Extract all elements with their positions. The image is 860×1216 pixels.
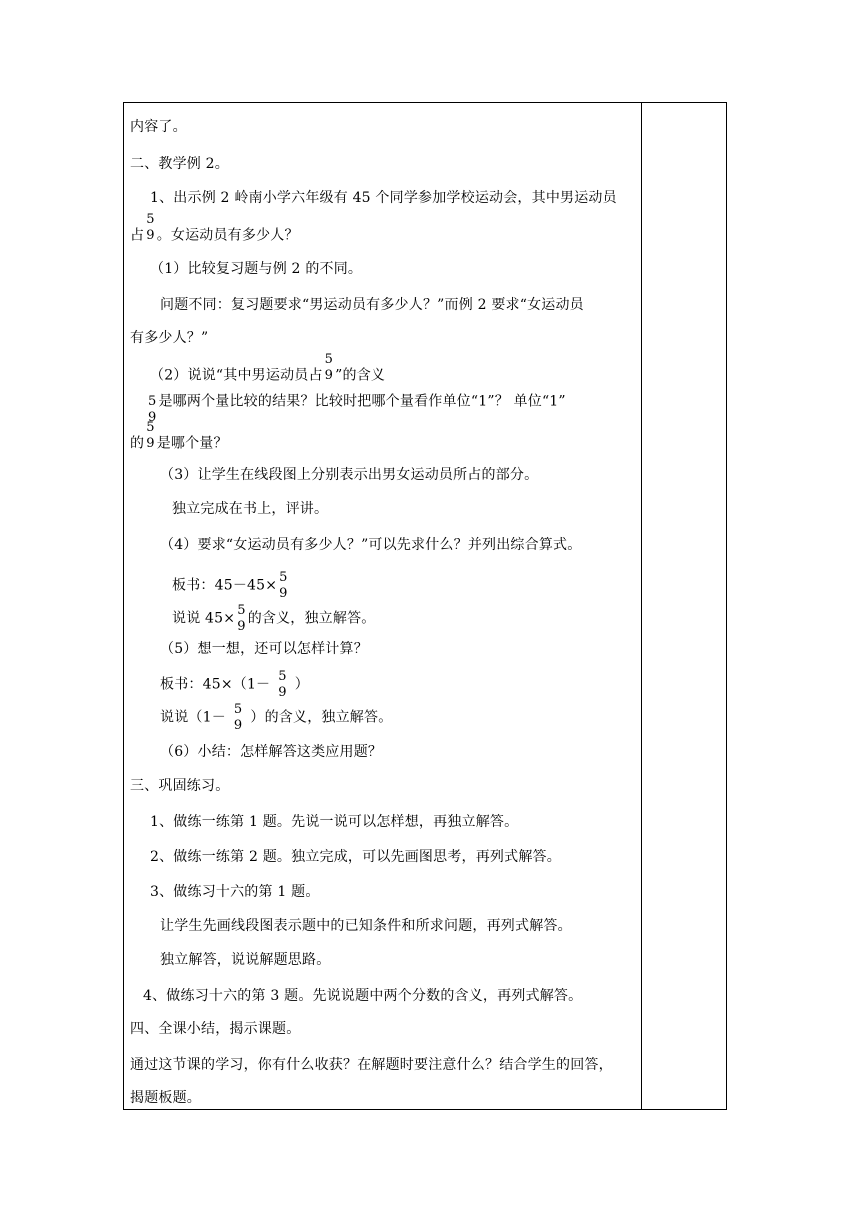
fraction-denominator: 9 <box>278 685 287 700</box>
fraction-5-9 <box>146 212 154 243</box>
text-line: 1、做练一练第 1 题。先说一说可以怎样想，再独立解答。 <box>150 814 519 830</box>
text-line: 3、做练习十六的第 1 题。 <box>150 884 320 900</box>
text-line <box>172 570 290 601</box>
text-line: 1、出示例 2 岭南小学六年级有 45 个同学参加学校运动会，其中男运动员 <box>150 190 617 206</box>
text-line <box>146 386 566 425</box>
fraction-numerator: 5 <box>146 420 155 435</box>
text-line: （3）让学生在线段图上分别表示出男女运动员所占的部分。 <box>160 467 539 483</box>
text-line: 问题不同：复习题要求“男运动员有多少人？”而例 2 要求“女运动员 <box>160 297 584 313</box>
text-fragment: 是哪个量？ <box>156 435 228 452</box>
text-fragment: 占 <box>130 227 145 244</box>
text-fragment: 说说 45× <box>172 610 236 627</box>
text-line: 内容了。 <box>130 119 187 135</box>
text-fragment: ）的含义，独立解答。 <box>250 709 393 726</box>
fraction-denominator: 9 <box>148 410 157 425</box>
fraction-numerator: 5 <box>233 702 243 717</box>
fraction-numerator: 5 <box>146 212 155 227</box>
text-line <box>130 212 299 251</box>
text-fragment: ”的含义 <box>335 367 386 384</box>
text-line: （5）想一想，还可以怎样计算？ <box>160 641 368 657</box>
fraction-5-9 <box>279 570 287 601</box>
text-fragment: （2）说说“其中男运动员占 <box>150 367 323 384</box>
text-line <box>172 603 376 634</box>
section-heading: 三、巩固练习。 <box>130 778 230 794</box>
fraction-5-9 <box>234 702 242 733</box>
fraction-numerator: 5 <box>324 352 334 367</box>
column-divider <box>641 102 642 1110</box>
text-line: 4、做练习十六的第 3 题。先说说题中两个分数的含义，再列式解答。 <box>143 988 583 1004</box>
text-line: 2、做练一练第 2 题。独立完成，可以先画图思考，再列式解答。 <box>150 849 561 865</box>
section-heading: 二、教学例 2。 <box>130 156 229 172</box>
text-line: （4）要求“女运动员有多少人？”可以先求什么？并列出综合算式。 <box>160 537 582 553</box>
text-line: 独立解答，说说解题思路。 <box>160 952 331 968</box>
fraction-denominator: 9 <box>233 718 243 733</box>
text-line <box>160 669 309 700</box>
text-fragment: 板书：45－45× <box>172 577 278 594</box>
text-line: （6）小结：怎样解答这类应用题？ <box>160 744 383 760</box>
fraction-5-9 <box>146 420 154 451</box>
fraction-5-9 <box>237 603 245 634</box>
text-line: 独立完成在书上，评讲。 <box>172 501 329 517</box>
text-fragment: 板书：45×（1－ <box>160 676 271 693</box>
fraction-denominator: 9 <box>146 436 155 451</box>
fraction-numerator: 5 <box>279 570 288 585</box>
fraction-5-9 <box>325 352 333 383</box>
text-line: 通过这节课的学习，你有什么收获？在解题时要注意什么？结合学生的回答， <box>130 1057 613 1073</box>
text-fragment: 是哪两个量比较的结果？比较时把哪个量看作单位“1”？ 单位“1” <box>158 393 566 410</box>
fraction-numerator: 5 <box>148 394 157 409</box>
fraction-denominator: 9 <box>237 619 246 634</box>
text-line: 揭题板题。 <box>130 1090 201 1106</box>
text-fragment: 说说（1－ <box>160 709 226 726</box>
text-line: 有多少人？” <box>130 330 209 346</box>
text-fragment: 的含义，独立解答。 <box>247 610 376 627</box>
fraction-denominator: 9 <box>324 368 334 383</box>
fraction-numerator: 5 <box>278 669 287 684</box>
section-heading: 四、全课小结，揭示课题。 <box>130 1021 301 1037</box>
text-line: 让学生先画线段图表示题中的已知条件和所求问题，再列式解答。 <box>160 918 572 934</box>
text-fragment: 。女运动员有多少人？ <box>156 227 299 244</box>
text-fragment: 的 <box>130 435 145 452</box>
text-line <box>160 702 392 733</box>
text-line <box>130 420 228 459</box>
text-fragment: ） <box>294 676 309 693</box>
text-line: （1）比较复习题与例 2 的不同。 <box>150 261 363 277</box>
fraction-denominator: 9 <box>146 228 155 243</box>
fraction-5-9 <box>278 669 286 700</box>
fraction-denominator: 9 <box>279 586 288 601</box>
fraction-numerator: 5 <box>237 603 246 618</box>
